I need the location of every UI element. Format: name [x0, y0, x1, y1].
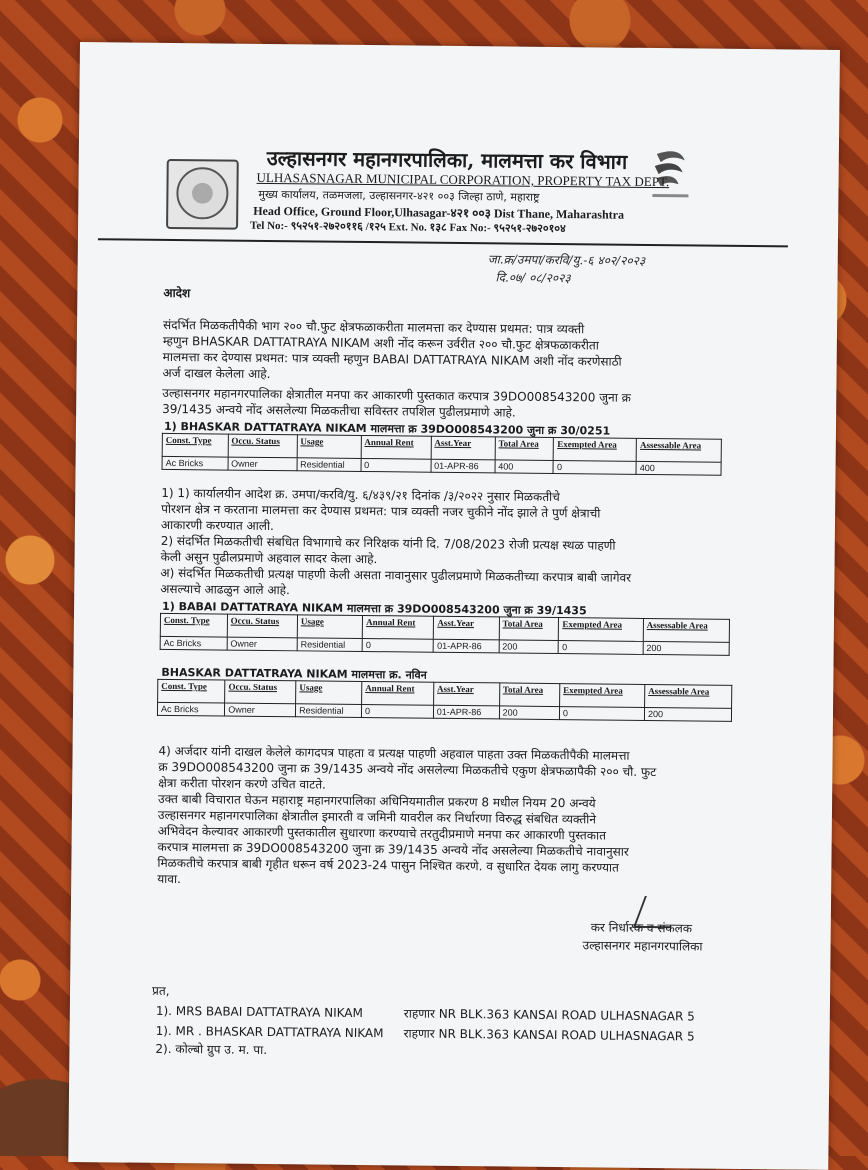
recipient-2-name: 1). MR . BHASKAR DATTATRAYA NIKAM [155, 1023, 384, 1041]
copy-to-label: प्रत, [151, 983, 170, 998]
property-table-3 [157, 679, 732, 722]
column-header: Usage [297, 435, 361, 459]
header-contact: Tel No:- ९५२५१-२७२०११६ /१२५ Ext. No. १३८ Fax No:- ९५२५१-२७२०१०४ [250, 219, 566, 236]
column-header: Assessable Area [636, 438, 721, 462]
column-header: Asst.Year [434, 616, 499, 640]
reference-number: जा.क्र/उमपा/करवि/यु.-६ ४०२/२०२३ [487, 252, 646, 268]
header-divider [98, 238, 788, 247]
header-address-english: Head Office, Ground Floor,Ulhasagar-४२१ ००३ Dist Thane, Maharashtra [253, 203, 625, 222]
paragraph-2: उल्हासनगर महानगरपालिका क्षेत्रातील मनपा कर आकारणी पुस्तकात करपात्र 39DO008543200 जुना क्र 39/1435 अन्वये नोंद असलेल्या मिळकतीचा सविस्तर तपशिल पुढीलप्रमाणे आहे. [162, 385, 631, 420]
column-header: Asst.Year [431, 436, 495, 460]
table-row: Ac Bricks Owner Residential 0 01-APR-86 200 0 200 [160, 636, 729, 655]
column-header: Asst.Year [433, 682, 499, 706]
column-header: Const. Type [158, 679, 226, 703]
column-header: Total Area [499, 617, 559, 641]
column-header: Total Area [495, 437, 554, 461]
paragraph-4: 2) संदर्भित मिळकतीची संबधित विभागाचे कर निरिक्षक यांनी दि. 7/08/2023 रोजी प्रत्यक्ष स्थळ पाहणी केली असुन पुढीलप्रमाणे अहवाल सादर केला आहे. अ) संदर्भित मिळकतीची प्रत्यक्ष पाहणी केली असता नावानुसार पुढीलप्रमाणे मिळकतीच्या करपात्र बाबी जागेवर असल्याचे आढळुन आले आहे. [160, 533, 632, 598]
column-header: Annual Rent [362, 681, 434, 705]
property-table-1 [162, 433, 722, 476]
column-header: Exempted Area [554, 437, 637, 461]
column-header: Total Area [499, 683, 560, 707]
table-row: Ac Bricks Owner Residential 0 01-APR-86 400 0 400 [162, 456, 721, 475]
paragraph-5: 4) अर्जदार यांनी दाखल केलेले कागदपत्र पाहता व प्रत्यक्ष पाहणी अहवाल पाहता उक्त मिळकतीपैकी मालमत्ता क्र 39DO008543200 जुना क्र 39/1435 अन्वये नोंद असलेल्या मिळकतीचे एकुण क्षेत्रफळापैकी २०० चौ. फुट क्षेत्रा करीता पोरशन करणे उचित वाटते. उक्त बाबी विचारात घेऊन महाराष्ट्र महानगरपालिका अधिनियमातील प्रकरण 8 मधील नियम 20 अन्वये उल्हासनगर महानगरपालिका क्षेत्रातील इमारती व जमिनी यावरील कर निर्धारणा विरुद्ध संबधित व्यक्तीने अभिवेदन केल्यावर आकारणी पुस्तकातील सुधारणा करण्याचे तरतुदीप्रमाणे मनपा कर आकारणी पुस्तकात करपात्र मालमत्ता क्र 39DO008543200 जुना क्र 39/1435 अन्वये नोंद असलेल्या मिळकतीचे नावानुसार मिळकतीचे करपात्र बाबी गृहीत धरून वर्ष 2023-24 पासुन निश्चित करणे. व सुधारित देयक लागु करण्यात यावा. [157, 743, 657, 887]
column-header: Usage [296, 681, 362, 705]
table3-title: BHASKAR DATTATRAYA NIKAM मालमत्ता क्र. नविन [161, 665, 427, 682]
column-header: Occu. Status [225, 680, 296, 704]
paragraph-1: संदर्भित मिळकतीपैकी भाग २०० चौ.फुट क्षेत्रफळाकरीता मालमत्ता कर देण्यास प्रथमत: पात्र व्यक्ती म्हणुन BHASKAR DATTATRAYA NIKAM अशी नोंद करून उर्वरीत २०० चौ.फुट क्षेत्रफळाकरीता मालमत्ता कर देण्यास प्रथमत: पात्र व्यक्ती म्हणुन BABAI DATTATRAYA NIKAM अशी नोंद करणेसाठी अर्ज दाखल केलेला आहे. [162, 317, 622, 382]
column-header: Exempted Area [560, 684, 645, 708]
signature-organization: उल्हासनगर महानगरपालिका [582, 938, 703, 954]
table-row: Ac Bricks Owner Residential 0 01-APR-86 200 0 200 [157, 702, 731, 721]
order-heading: आदेश [163, 285, 191, 301]
column-header: Occu. Status [227, 614, 298, 638]
column-header: Const. Type [162, 433, 228, 457]
header-title-english: ULHASASNAGAR MUNICIPAL CORPORATION, PROPERTY TAX DEPT. [256, 169, 670, 190]
recipient-2-address: राहणार NR BLK.363 KANSAI ROAD ULHASNAGAR 5 [403, 1026, 695, 1044]
municipal-seal-logo [166, 159, 239, 230]
paragraph-3: 1) 1) कार्यालयीन आदेश क्र. उमपा/करवि/यु. ६/४३९/२१ दिनांक /३/२०२२ नुसार मिळकतीचे पोरशन क्षेत्र न करताना मालमत्ता कर देण्यास प्रथमत: पात्र व्यक्ती नजर चुकीने नोंद झाले ते पुर्ण क्षेत्राची आकारणी करण्यात आली. [160, 485, 601, 534]
property-table-2 [160, 613, 730, 656]
column-header: Annual Rent [361, 435, 431, 459]
reference-date: दि.०७/ ०८/२०२३ [495, 270, 571, 286]
column-header: Usage [297, 615, 362, 639]
column-header: Assessable Area [645, 684, 732, 708]
table1-title: 1) BHASKAR DATTATRAYA NIKAM मालमत्ता क्र 39DO008543200 जुना क्र 30/0251 [163, 419, 611, 438]
header-address-marathi: मुख्य कार्यालय, तळमजला, उल्हासनगर-४२१ ००३ जिल्हा ठाणे, महाराष्ट्र [258, 187, 540, 204]
recipient-3-name: 2). कोल्बो ग्रुप उ. म. पा. [155, 1041, 268, 1058]
table2-title: 1) BABAI DATTATRAYA NIKAM मालमत्ता क्र 39DO008543200 जुना क्र 39/1435 [162, 599, 587, 618]
column-header: Occu. Status [228, 434, 297, 458]
recipient-1-address: राहणार NR BLK.363 KANSAI ROAD ULHASNAGAR 5 [403, 1006, 695, 1024]
signature-designation: कर निर्धारक व संकलक [590, 920, 693, 936]
header-title-marathi: उल्हासनगर महानगरपालिका, मालमत्ता कर विभाग [266, 145, 628, 174]
document-page [68, 42, 840, 1170]
column-header: Assessable Area [643, 618, 729, 642]
column-header: Annual Rent [362, 615, 433, 639]
column-header: Const. Type [160, 613, 227, 637]
column-header: Exempted Area [559, 618, 644, 642]
recipient-1-name: 1). MRS BABAI DATTATRAYA NIKAM [155, 1003, 363, 1021]
